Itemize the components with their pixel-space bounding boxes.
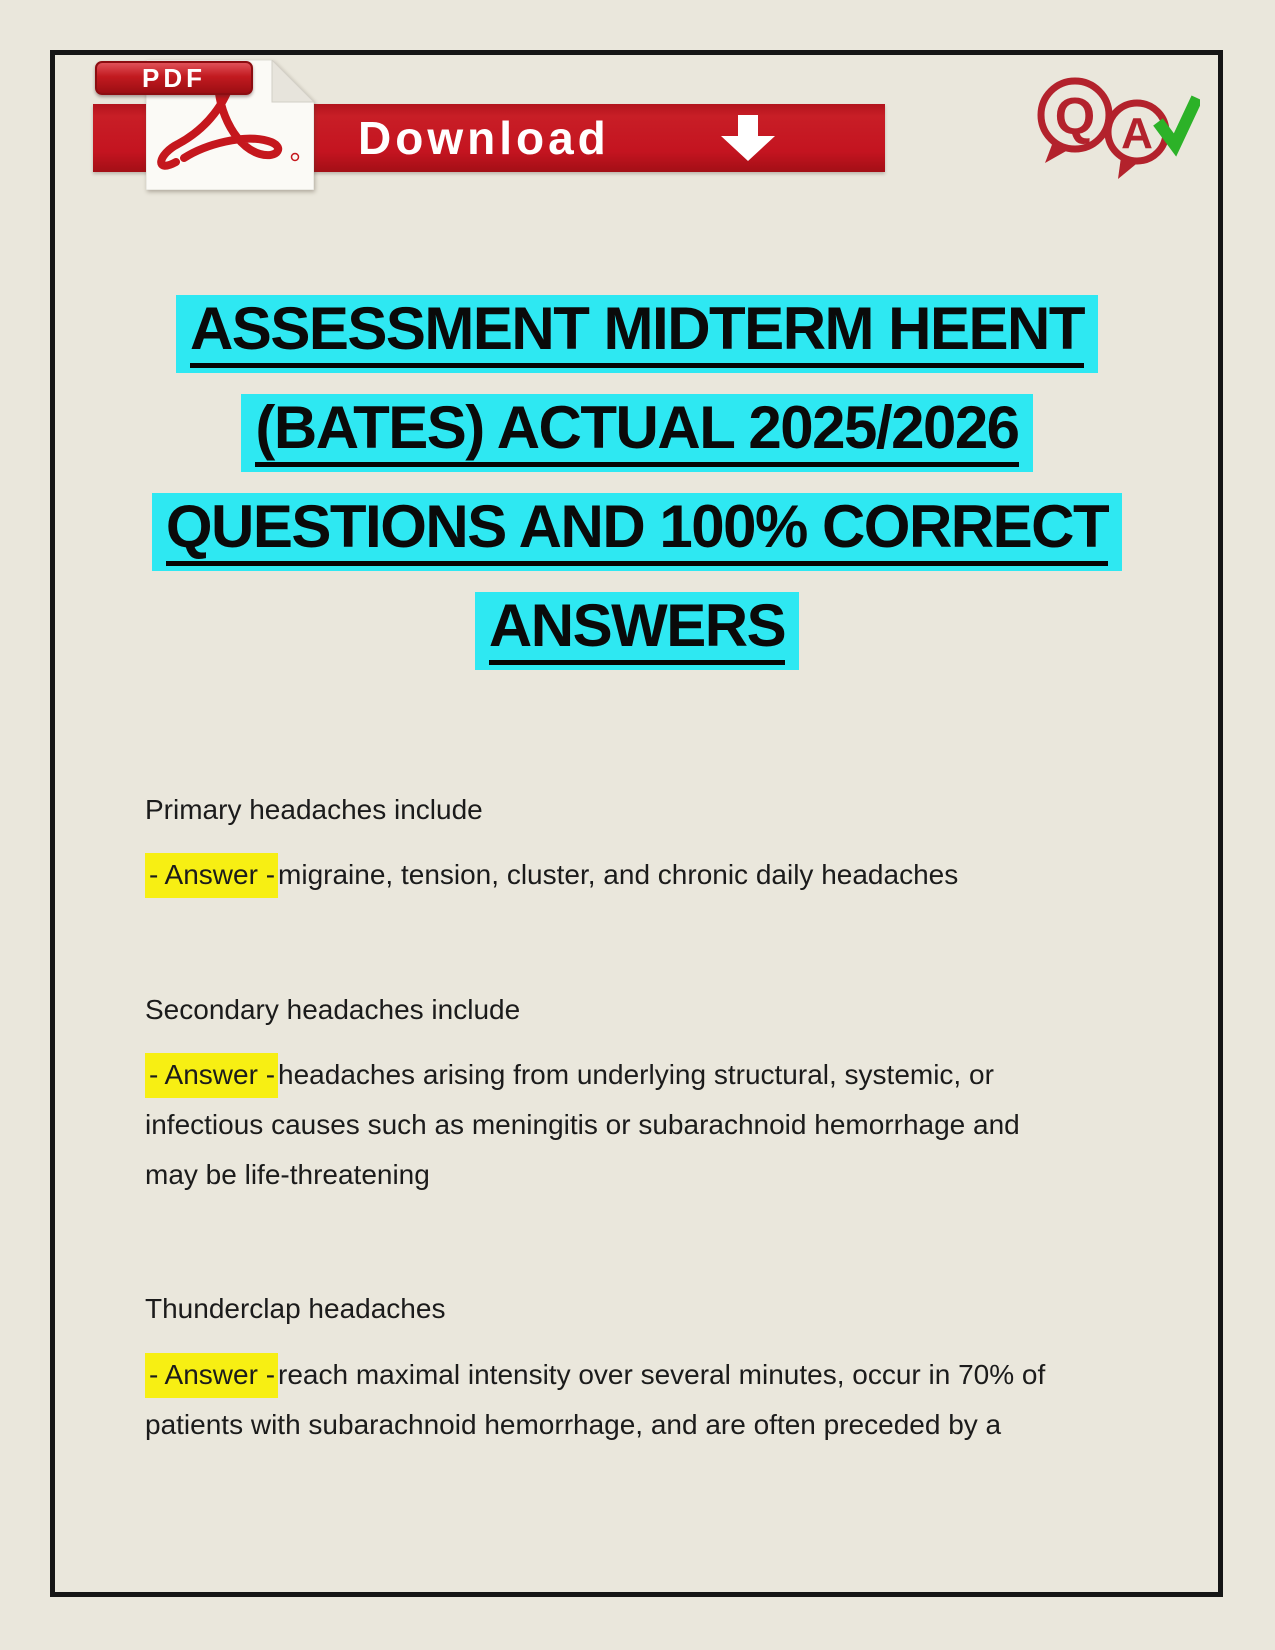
pdf-badge-label: PDF [142,63,206,93]
answer-paragraph [145,1050,1095,1200]
title-line-text: ASSESSMENT MIDTERM HEENT [190,299,1084,368]
answer-paragraph [145,1350,1095,1450]
title-line-1 [56,295,1218,394]
download-label: Download [358,112,610,164]
check-icon [1158,98,1197,145]
a-bubble-icon [1108,103,1166,179]
qa-logo [1000,70,1200,190]
q-bubble-icon [1041,81,1109,163]
pdf-badge [95,61,253,95]
qa-logo-a-letter: A [1121,109,1153,158]
qa-item [145,793,1095,827]
question-text: Primary headaches include [145,794,483,825]
title-line-4 [56,592,1218,691]
qa-item [145,993,1095,1027]
answer-line: infectious causes such as meningitis or subarachnoid hemorrhage and [145,1109,1020,1140]
question-text: Secondary headaches include [145,994,521,1025]
answer-line: headaches arising from underlying structural, systemic, or [278,1059,994,1090]
title-line-text: (BATES) ACTUAL 2025/2026 [255,398,1018,467]
title-line-2 [56,394,1218,493]
download-arrow-icon [720,115,776,161]
qa-item [145,1292,1095,1326]
answer-line: reach maximal intensity over several minutes, occur in 70% of [278,1359,1046,1390]
answer-line: migraine, tension, cluster, and chronic daily headaches [278,859,959,890]
document-title [56,295,1218,691]
qa-logo-q-letter: Q [1054,88,1096,146]
answer-paragraph [145,850,1095,900]
title-line-3 [56,493,1218,592]
answer-label-highlight: - Answer - [145,853,278,898]
title-line-text: ANSWERS [489,596,785,665]
answer-line: patients with subarachnoid hemorrhage, and are often preceded by a [145,1409,1002,1440]
answer-line: may be life-threatening [145,1159,430,1190]
title-line-text: QUESTIONS AND 100% CORRECT [166,497,1108,566]
page-fold-corner [272,60,314,102]
answer-label-highlight: - Answer - [145,1353,278,1398]
answer-label-highlight: - Answer - [145,1053,278,1098]
question-text: Thunderclap headaches [145,1293,446,1324]
